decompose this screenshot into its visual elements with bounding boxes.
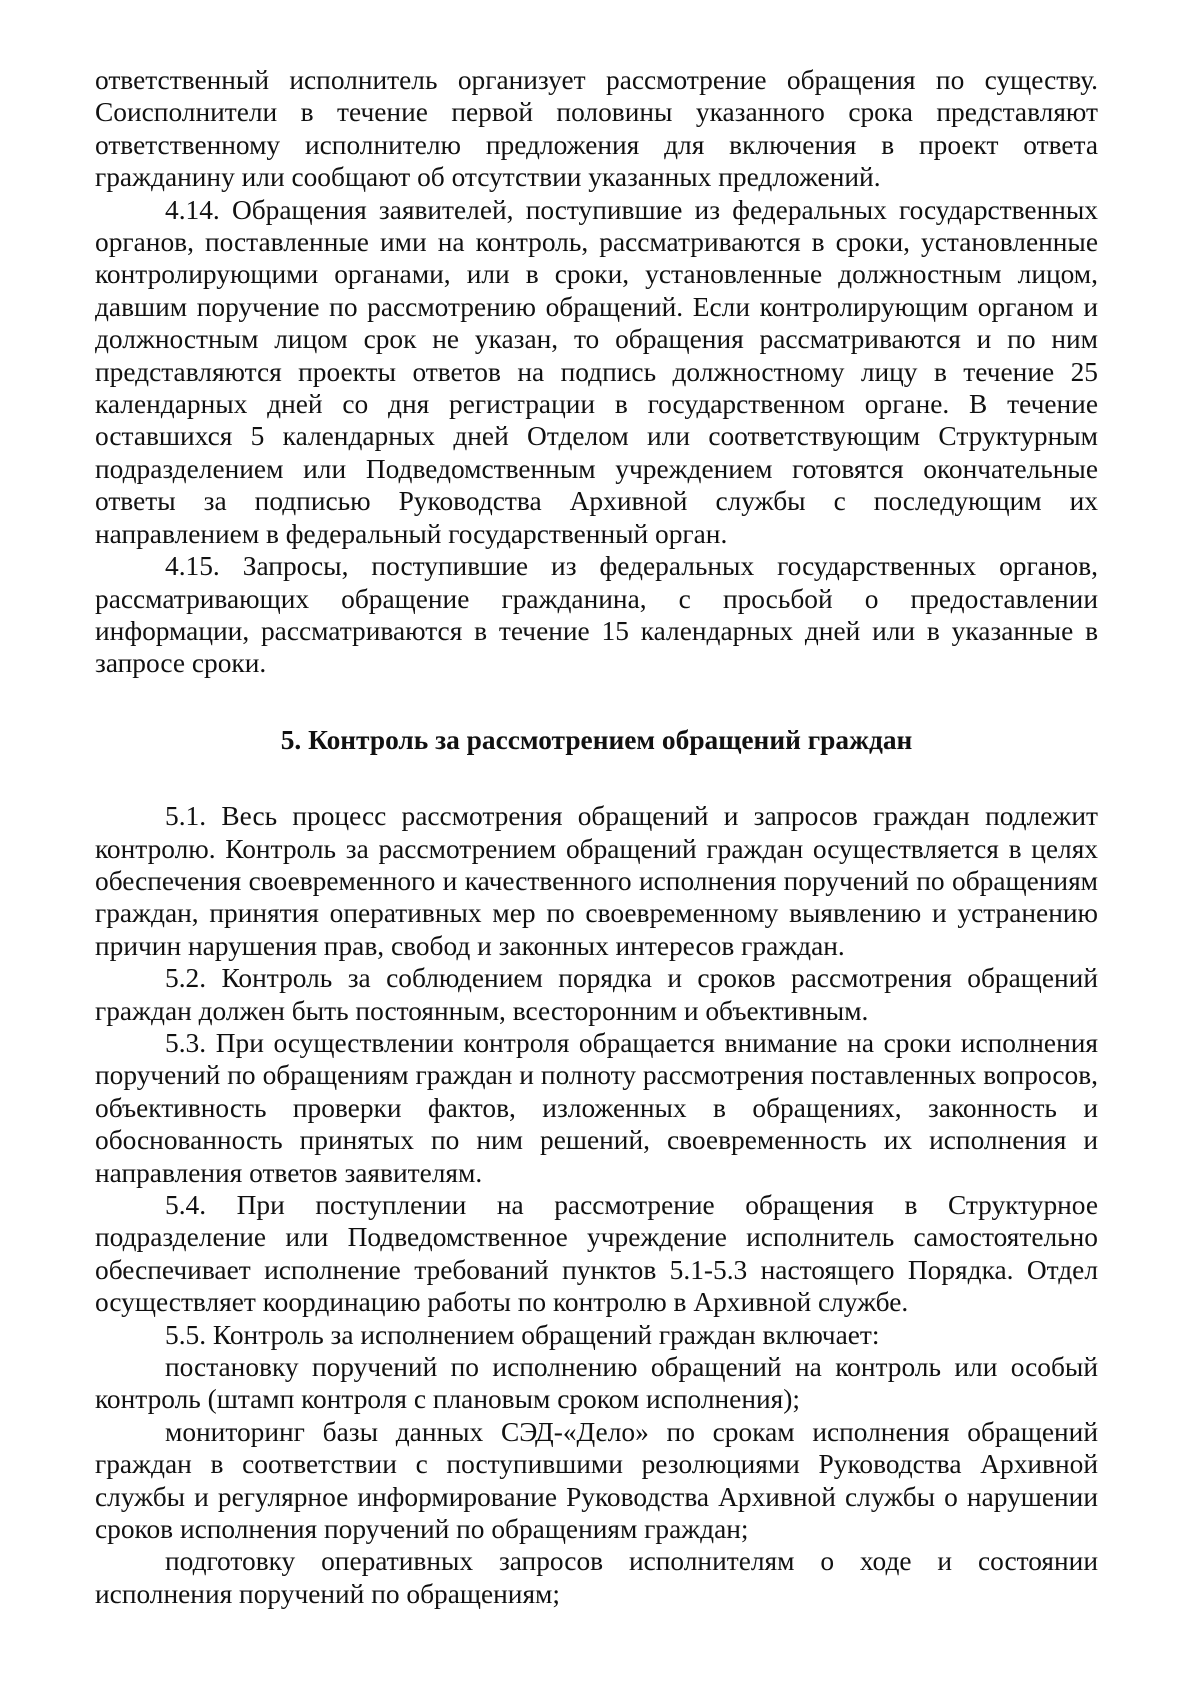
paragraph-5-1: 5.1. Весь процесс рассмотрения обращений и запросов граждан подлежит контролю. Контроль за рассмотрением обращений граждан осуществляется в целях обеспечения своевременного и качественного исполнения поручений по обращениям граждан, принятия оперативных мер по своевременному выявлению и устранению причин нарушения прав, свобод и законных интересов граждан.	[95, 801, 1098, 961]
section-heading: 5. Контроль за рассмотрением обращений граждан	[280, 724, 913, 755]
paragraph-continuation: ответственный исполнитель организует рассмотрение обращения по существу. Соисполнители в течение первой половины указанного срока представляют ответственному исполнителю предложения для включения в проект ответа гражданину или сообщают об отсутствии указанных предложений.	[95, 65, 1098, 193]
paragraph-5-3: 5.3. При осуществлении контроля обращается внимание на сроки исполнения поручений по обращениям граждан и полноту рассмотрения поставленных вопросов, объективность проверки фактов, изложенных в обращениях, законность и обоснованность принятых по ним решений, своевременность их исполнения и направления ответов заявителям.	[95, 1027, 1098, 1188]
document-page	[95, 64, 1098, 1610]
paragraph-5-5: 5.5. Контроль за исполнением обращений граждан включает:	[165, 1319, 880, 1350]
paragraph-5-2: 5.2. Контроль за соблюдением порядка и сроков рассмотрения обращений граждан должен быть постоянным, всесторонним и объективным.	[95, 963, 1098, 1026]
paragraph-5-4: 5.4. При поступлении на рассмотрение обращения в Структурное подразделение или Подведомственное учреждение исполнитель самостоятельно обеспечивает исполнение требований пунктов 5.1-5.3 настоящего Порядка. Отдел осуществляет координацию работы по контролю в Архивной службе.	[95, 1190, 1098, 1318]
list-item-monitoring: мониторинг базы данных СЭД-«Дело» по срокам исполнения обращений граждан в соответствии с поступившими резолюциями Руководства Архивной службы и регулярное информирование Руководства Архивной службы о нарушении сроков исполнения поручений по обращениям граждан;	[95, 1416, 1098, 1545]
paragraph-4-14: 4.14. Обращения заявителей, поступившие из федеральных государственных органов, поставленные ими на контроль, рассматриваются в сроки, установленные контролирующими органами, или в сроки, установленные должностным лицом, давшим поручение по рассмотрению обращений. Если контролирующим органом и должностным лицом срок не указан, то обращения рассматриваются и по ним представляются проекты ответов на подпись должностному лицу в течение 25 календарных дней со дня регистрации в государственном органе. В течение оставшихся 5 календарных дней Отделом или соответствующим Структурным подразделением или Подведомственным учреждением готовятся окончательные ответы за подписью Руководства Архивной службы с последующим их направлением в федеральный государственный орган.	[95, 194, 1098, 549]
paragraph-4-15: 4.15. Запросы, поступившие из федеральных государственных органов, рассматривающих обращение гражданина, с просьбой о предоставлении информации, рассматриваются в течение 15 календарных дней или в указанные в запросе сроки.	[95, 551, 1098, 679]
list-item-requests: подготовку оперативных запросов исполнителям о ходе и состоянии исполнения поручений по обращениям;	[95, 1546, 1098, 1609]
list-item-control-setting: постановку поручений по исполнению обращений на контроль или особый контроль (штамп контроля с плановым сроком исполнения);	[95, 1352, 1098, 1415]
